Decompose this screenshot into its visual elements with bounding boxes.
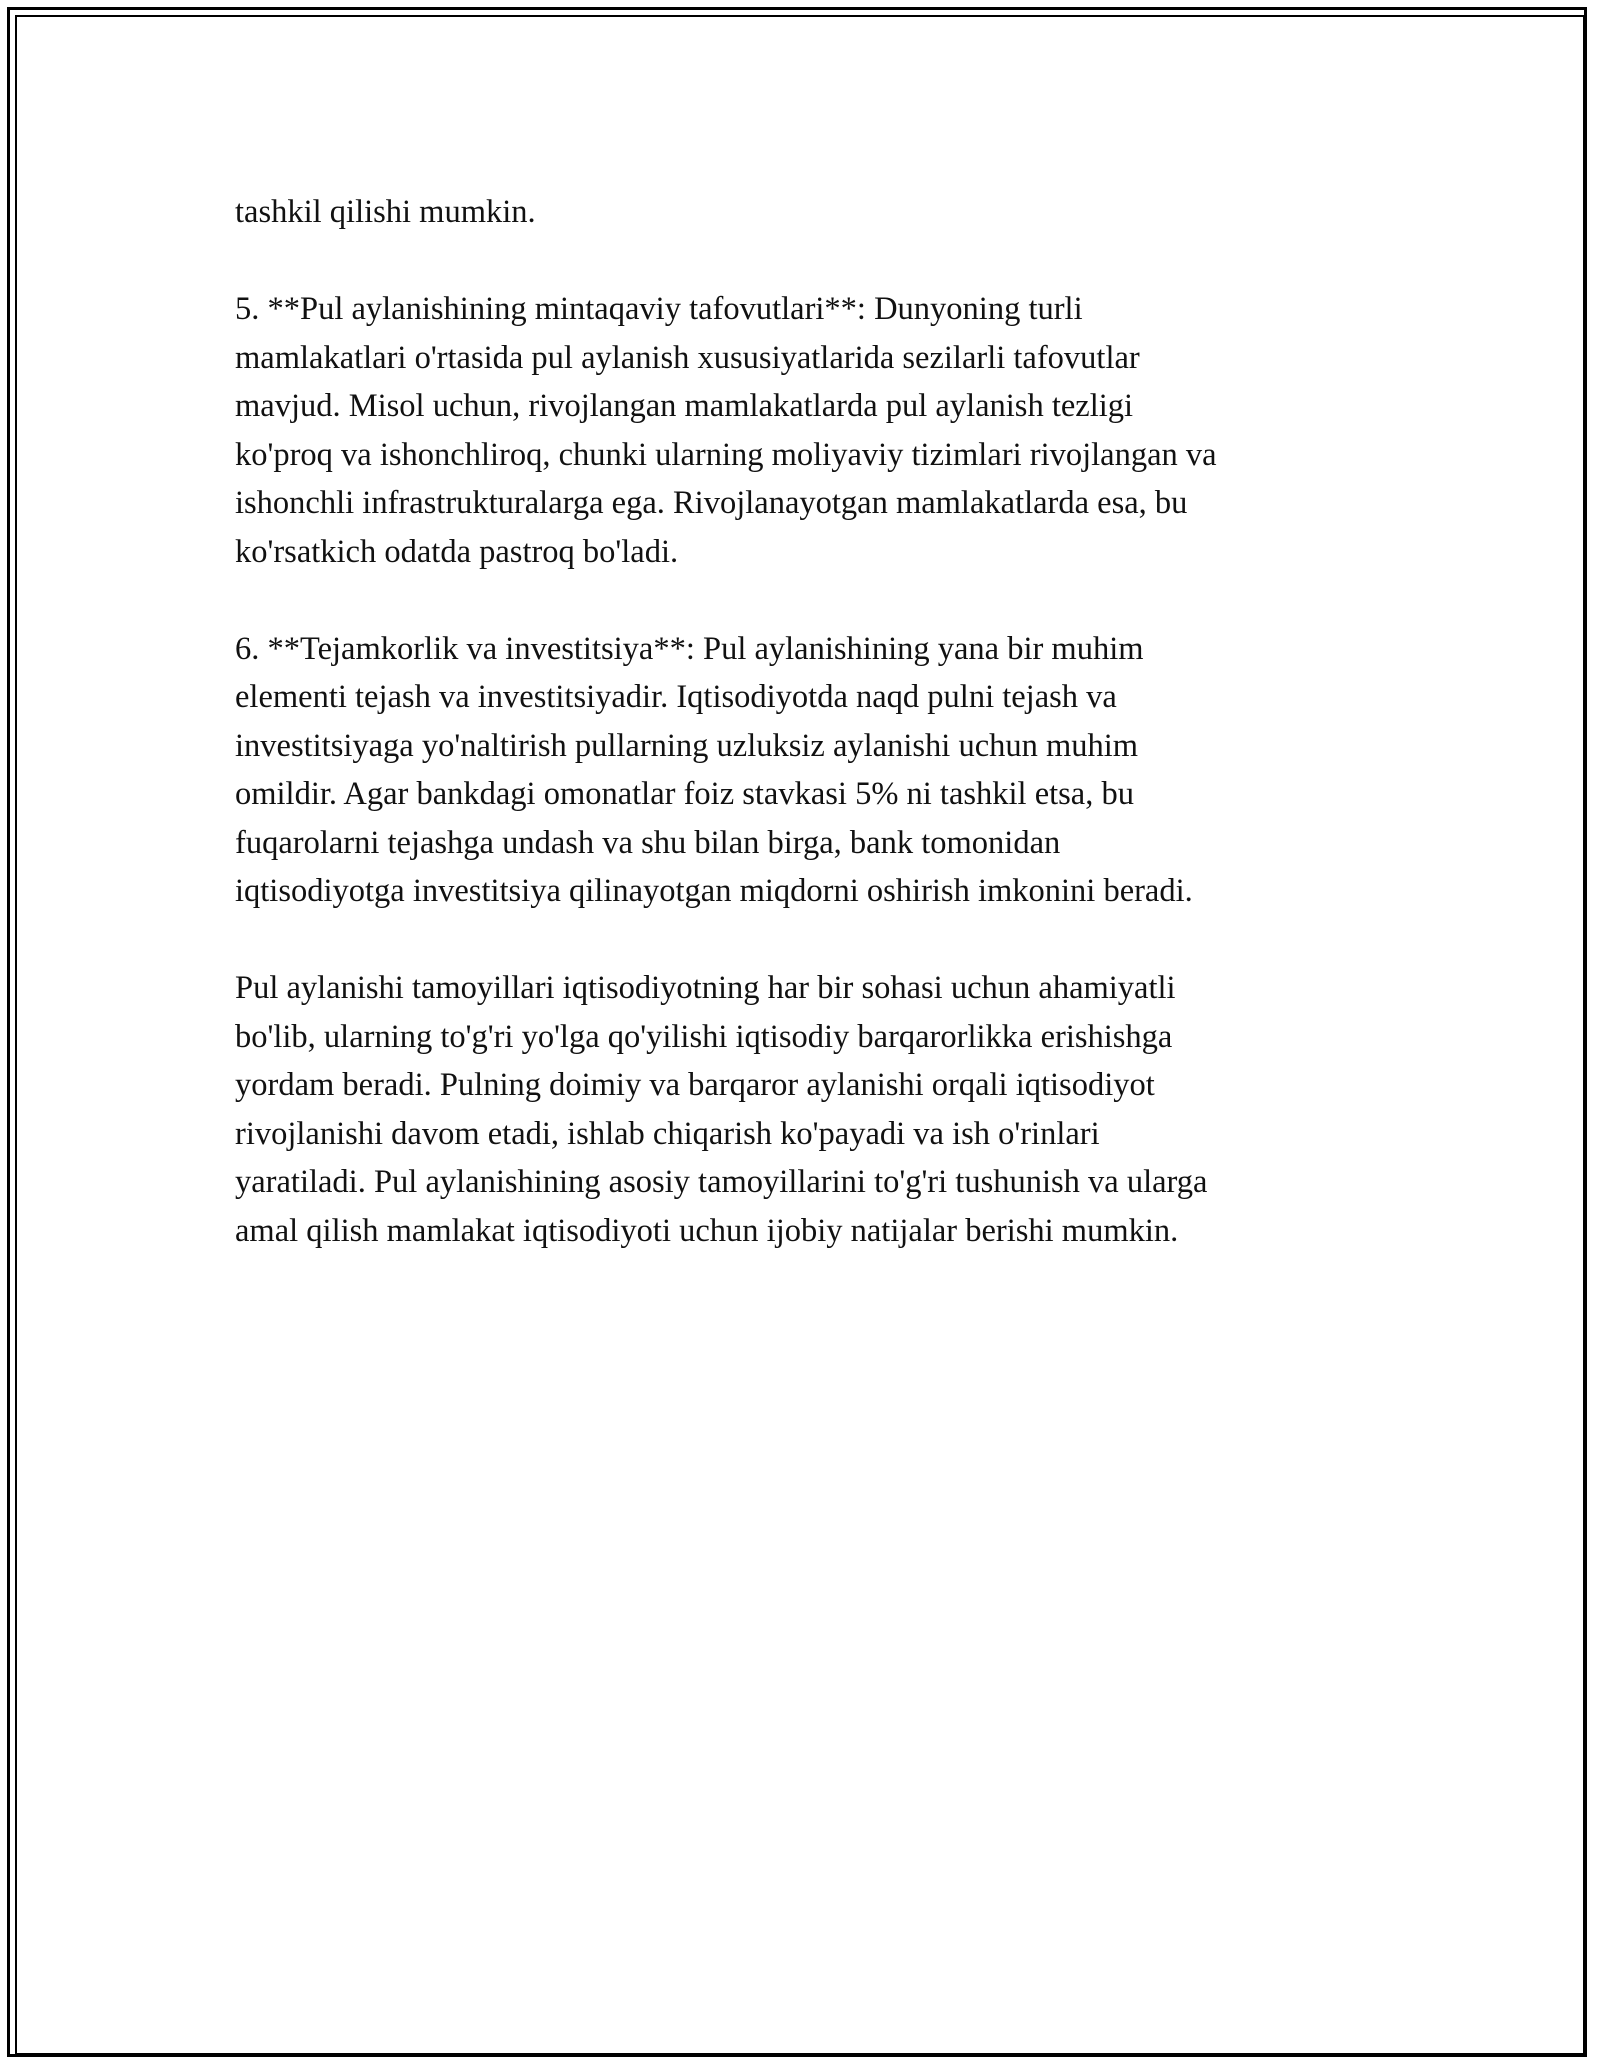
- text-line: investitsiyaga yo'naltirish pullarning uzluksiz aylanishi uchun muhim: [235, 727, 1139, 764]
- paragraph-continuation: [235, 188, 1365, 237]
- text-line: iqtisodiyotga investitsiya qilinayotgan miqdorni oshirish imkonini beradi.: [235, 873, 1193, 909]
- text-line: omildir. Agar bankdagi omonatlar foiz stavkasi 5% ni tashkil etsa, bu: [235, 776, 1134, 812]
- paragraph-savings-investment: [235, 625, 1365, 916]
- paragraph-conclusion: [235, 964, 1365, 1255]
- text-line: Pul aylanishi tamoyillari iqtisodiyotning har bir sohasi uchun ahamiyatli: [235, 970, 1176, 1006]
- text-line: yordam beradi. Pulning doimiy va barqaror aylanishi orqali iqtisodiyot: [235, 1067, 1155, 1103]
- text-line: ko'proq va ishonchliroq, chunki ularning moliyaviy tizimlari rivojlangan va: [235, 436, 1217, 473]
- text-line: ko'rsatkich odatda pastroq bo'ladi.: [235, 533, 679, 570]
- text-line: bo'lib, ularning to'g'ri yo'lga qo'yilishi iqtisodiy barqarorlikka erishishga: [235, 1018, 1173, 1055]
- text-line: amal qilish mamlakat iqtisodiyoti uchun ijobiy natijalar berishi mumkin.: [235, 1212, 1179, 1249]
- text-line: ishonchli infrastrukturalarga ega. Rivojlanayotgan mamlakatlarda esa, bu: [235, 485, 1188, 521]
- text-line: mamlakatlari o'rtasida pul aylanish xususiyatlarida sezilarli tafovutlar: [235, 339, 1140, 376]
- text-line: elementi tejash va investitsiyadir. Iqtisodiyotda naqd pulni tejash va: [235, 679, 1117, 715]
- text-line: 6. **Tejamkorlik va investitsiya**: Pul aylanishining yana bir muhim: [235, 630, 1144, 667]
- document-body: [235, 188, 1365, 1304]
- text-line: rivojlanishi davom etadi, ishlab chiqarish ko'payadi va ish o'rinlari: [235, 1115, 1100, 1152]
- text-line: mavjud. Misol uchun, rivojlangan mamlakatlarda pul aylanish tezligi: [235, 388, 1134, 424]
- text-line: yaratiladi. Pul aylanishining asosiy tamoyillarini to'g'ri tushunish va ularga: [235, 1164, 1208, 1200]
- text-line: 5. **Pul aylanishining mintaqaviy tafovutlari**: Dunyoning turli: [235, 291, 1083, 327]
- paragraph-regional-differences: [235, 285, 1365, 576]
- text-line: fuqarolarni tejashga undash va shu bilan birga, bank tomonidan: [235, 824, 1061, 861]
- text-line: tashkil qilishi mumkin.: [235, 194, 536, 230]
